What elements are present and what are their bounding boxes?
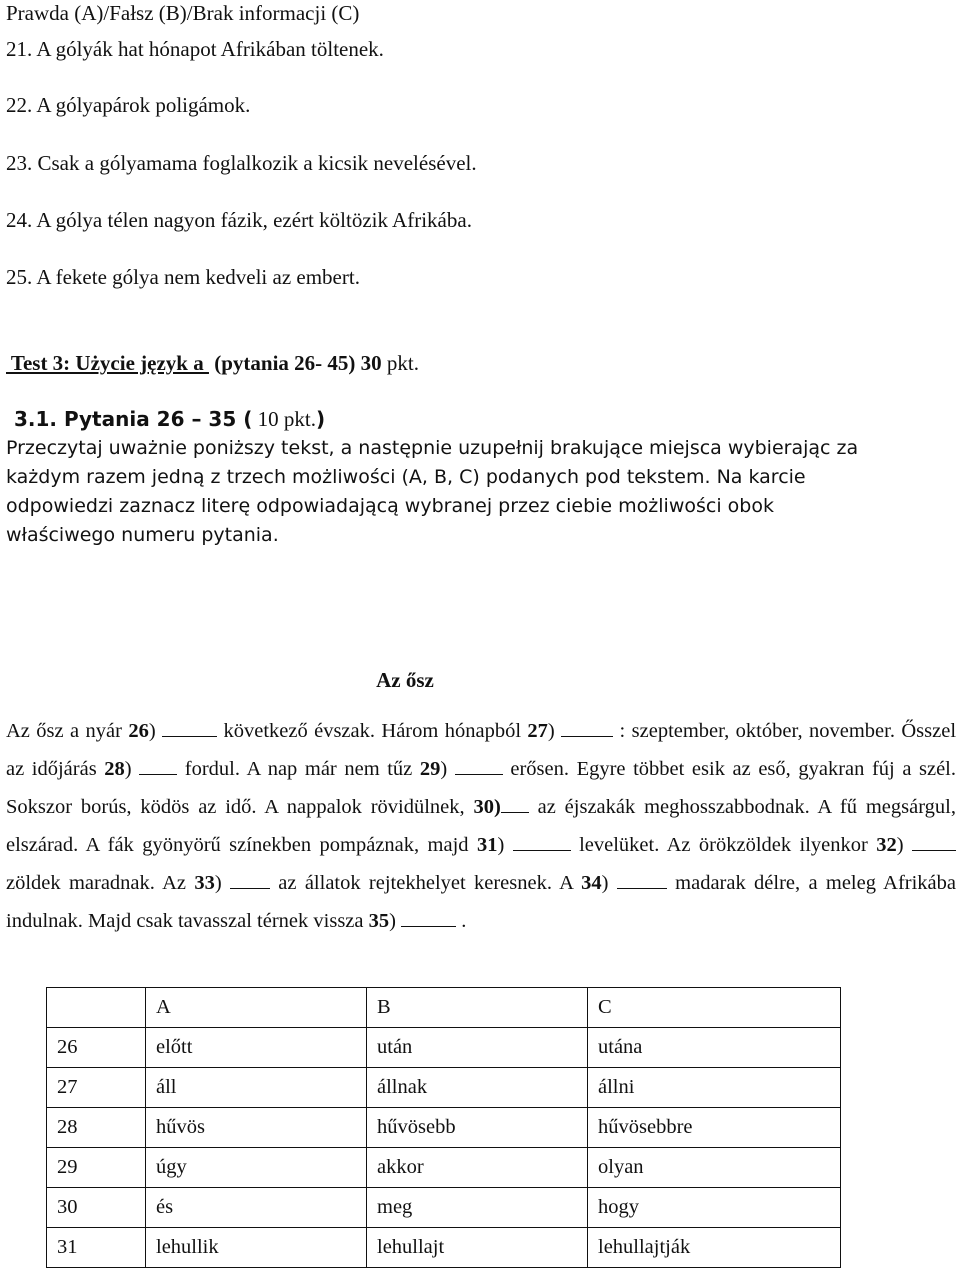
- table-header-cell: C: [588, 988, 841, 1028]
- table-cell: lehullik: [146, 1228, 367, 1268]
- gap-blank-28[interactable]: [139, 758, 177, 775]
- table-cell: úgy: [146, 1148, 367, 1188]
- story-text-segment: ): [148, 720, 163, 742]
- test3-title: [6, 353, 419, 374]
- instruction-line-4: właściwego numeru pytania.: [6, 524, 279, 546]
- table-cell: hogy: [588, 1188, 841, 1228]
- table-cell: áll: [146, 1068, 367, 1108]
- story-text-segment: következő évszak. Három hónapból: [217, 720, 528, 742]
- gap-number-30: 30): [473, 796, 501, 818]
- statement-22: 22. A gólyapárok poligámok.: [6, 93, 251, 117]
- statement-23: 23. Csak a gólyamama foglalkozik a kicsik nevelésével.: [6, 151, 477, 175]
- story-text-segment: erősen. Egyre többet esik az eső, gyakran fúj a szél. Sokszor borús, ködös az idő. A nappalok rövidülnek,: [6, 758, 957, 818]
- table-cell: 27: [47, 1068, 146, 1108]
- statement-24: 24. A gólya télen nagyon fázik, ezért költözik Afrikába.: [6, 208, 472, 232]
- instruction-line-3: odpowiedzi zaznacz literę odpowiadającą wybranej przez ciebie możliwości obok: [6, 495, 774, 517]
- table-header-cell: A: [146, 988, 367, 1028]
- section-31-heading-rest: 10 pkt.: [252, 407, 316, 431]
- table-cell: akkor: [367, 1148, 588, 1188]
- gap-number-28: 28: [104, 758, 125, 780]
- table-cell: állnak: [367, 1068, 588, 1108]
- story-text-segment: az éjszakák meghosszabbodnak. A fű megsárgul, elszárad. A fák gyönyörű színekben pompáznak, majd: [6, 796, 956, 856]
- gap-blank-34[interactable]: [617, 872, 667, 889]
- gap-number-29: 29: [419, 758, 441, 780]
- gap-blank-31[interactable]: [513, 834, 571, 851]
- statement-21: 21. A gólyák hat hónapot Afrikában töltenek.: [6, 37, 384, 61]
- table-cell: lehullajt: [367, 1228, 588, 1268]
- section-31-heading-bold: 3.1. Pytania 26 – 35 (: [14, 407, 253, 431]
- story-text-segment: ): [214, 872, 230, 894]
- story-title: Az ősz: [376, 668, 434, 692]
- table-row: [47, 1028, 841, 1068]
- test3-title-pkt: pkt.: [381, 351, 419, 375]
- gap-number-31: 31: [476, 834, 498, 856]
- gap-number-34: 34: [581, 872, 602, 894]
- story-text-segment: ): [896, 834, 912, 856]
- story-text-segment: : szeptember, október, november. Ősszel az időjárás: [6, 720, 957, 780]
- story-text-segment: ): [497, 834, 513, 856]
- answer-options-table: [46, 987, 841, 1268]
- table-cell: előtt: [146, 1028, 367, 1068]
- story-text-segment: ): [601, 872, 617, 894]
- story-text-segment: fordul. A nap már nem tűz: [177, 758, 420, 780]
- gap-blank-33[interactable]: [230, 872, 270, 889]
- section-31-heading: [14, 409, 325, 430]
- test3-title-rest: (pytania 26- 45) 30: [214, 351, 382, 375]
- table-cell: 28: [47, 1108, 146, 1148]
- gap-blank-30[interactable]: [501, 796, 529, 813]
- table-header-cell: B: [367, 988, 588, 1028]
- table-row: [47, 1188, 841, 1228]
- story-text-segment: ): [389, 910, 402, 932]
- table-cell: lehullajtják: [588, 1228, 841, 1268]
- story-text-segment: ): [547, 720, 562, 742]
- table-cell: állni: [588, 1068, 841, 1108]
- statement-25: 25. A fekete gólya nem kedveli az embert.: [6, 265, 360, 289]
- gap-blank-26[interactable]: [162, 720, 217, 737]
- table-cell: és: [146, 1188, 367, 1228]
- table-cell: 30: [47, 1188, 146, 1228]
- gap-number-27: 27: [527, 720, 548, 742]
- table-cell: olyan: [588, 1148, 841, 1188]
- test3-title-underlined: Test 3: Użycie język a: [6, 351, 209, 375]
- story-text: [6, 712, 956, 940]
- table-cell: 29: [47, 1148, 146, 1188]
- story-text-segment: zöldek maradnak. Az: [6, 872, 195, 894]
- table-cell: 26: [47, 1028, 146, 1068]
- table-row: [47, 1148, 841, 1188]
- story-text-segment: Az ősz a nyár: [6, 720, 129, 742]
- story-text-segment: az állatok rejtekhelyet keresnek. A: [269, 872, 582, 894]
- gap-number-32: 32: [876, 834, 897, 856]
- table-cell: utána: [588, 1028, 841, 1068]
- gap-blank-35[interactable]: [401, 910, 456, 927]
- instruction-line-2: każdym razem jedną z trzech możliwości (A, B, C) podanych pod tekstem. Na karcie: [6, 466, 806, 488]
- gap-blank-27[interactable]: [561, 720, 613, 737]
- gap-number-35: 35: [368, 910, 390, 932]
- story-text-segment: ): [124, 758, 140, 780]
- story-text-segment: ): [440, 758, 455, 780]
- section-31-heading-close: ): [315, 407, 326, 431]
- table-cell: hűvösebbre: [588, 1108, 841, 1148]
- story-text-segment: .: [456, 910, 467, 932]
- table-cell: 31: [47, 1228, 146, 1268]
- table-cell: után: [367, 1028, 588, 1068]
- gap-blank-32[interactable]: [912, 834, 956, 851]
- table-cell: hűvösebb: [367, 1108, 588, 1148]
- table-header-row: [47, 988, 841, 1028]
- answer-legend: Prawda (A)/Fałsz (B)/Brak informacji (C): [6, 1, 360, 25]
- table-row: [47, 1228, 841, 1268]
- table-row: [47, 1068, 841, 1108]
- table-cell: hűvös: [146, 1108, 367, 1148]
- instruction-line-1: Przeczytaj uważnie poniższy tekst, a następnie uzupełnij brakujące miejsca wybierając za: [6, 437, 859, 459]
- table-row: [47, 1108, 841, 1148]
- gap-number-26: 26: [128, 720, 149, 742]
- gap-number-33: 33: [194, 872, 215, 894]
- story-text-segment: madarak délre, a meleg Afrikába indulnak. Majd csak tavasszal térnek vissza: [6, 872, 957, 932]
- table-cell: meg: [367, 1188, 588, 1228]
- gap-blank-29[interactable]: [455, 758, 503, 775]
- table-header-cell: [47, 988, 146, 1028]
- story-text-segment: levelüket. Az örökzöldek ilyenkor: [570, 834, 877, 856]
